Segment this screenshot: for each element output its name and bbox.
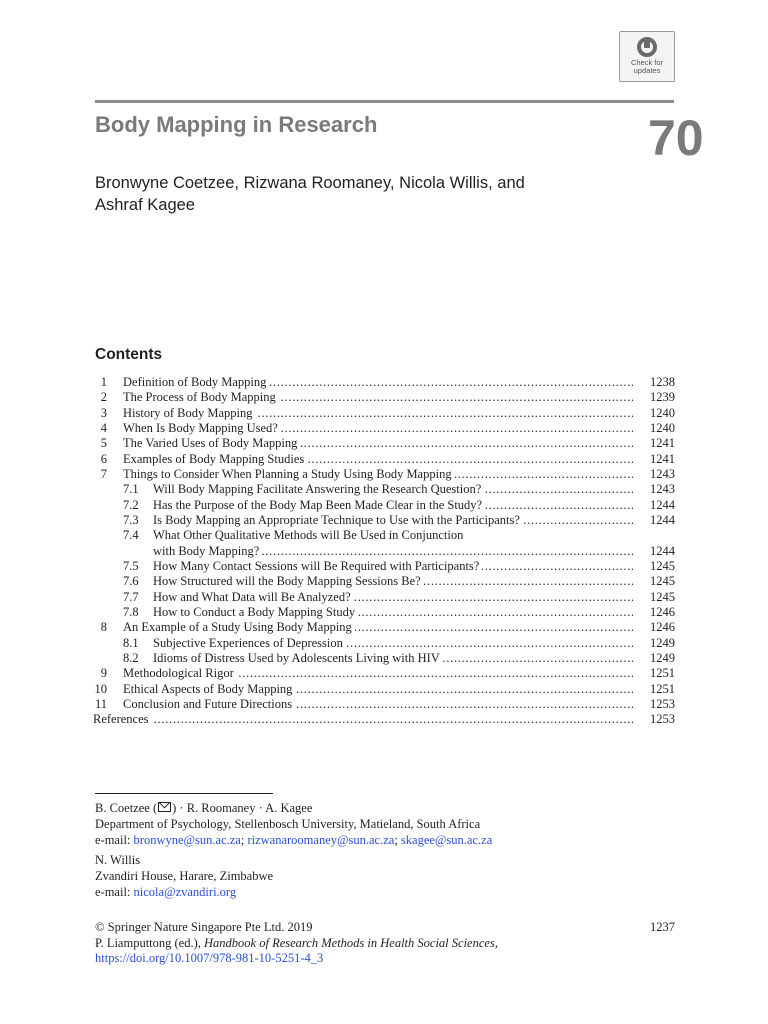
toc-row[interactable] [93,452,675,467]
fn1-email-prefix: e-mail: [95,833,134,847]
toc-row[interactable] [93,436,675,451]
citation-book-title: Handbook of Research Methods in Health Social Sciences [204,935,495,950]
toc-label [123,697,633,712]
toc-label [153,636,633,651]
toc-row[interactable] [93,651,675,666]
toc-label [93,712,633,727]
authors-line1: Bronwyne Coetzee, Rizwana Roomaney, Nicola Willis, and [95,174,525,192]
toc-number: 7.3 [123,512,139,527]
toc-label [123,421,633,436]
toc-number: 8 [100,620,107,635]
toc-page: 1251 [650,666,675,681]
toc-label [153,498,633,513]
toc-label-text: Is Body Mapping an Appropriate Technique to Use with the Participants? [153,513,523,527]
fn2-email-prefix: e-mail: [95,885,134,899]
toc-number: 10 [94,681,107,696]
toc-row[interactable] [93,528,675,543]
toc-label-text: Methodological Rigor [123,666,237,680]
chapter-title: Body Mapping in Research [95,112,378,137]
toc-number: 6 [100,451,107,466]
toc-row[interactable] [93,513,675,528]
toc-row[interactable] [93,666,675,681]
toc-page: 1241 [650,436,675,451]
badge-line1: Check for [630,58,664,67]
footnote-rule [95,793,273,794]
chapter-number: 70 [648,110,704,166]
toc-page: 1244 [650,543,675,558]
toc-label-text: The Process of Body Mapping [123,390,279,404]
toc-label [153,605,633,620]
author-affiliation-1: B. Coetzee ( ) · R. Roomaney · A. Kagee Department of Psychology, Stellenbosch University, Matieland, South Africa e-mail: bronwyne@sun.ac.za; rizwanaroomaney@sun.ac.za; skagee@sun.ac.za [95,801,493,847]
toc-page: 1244 [650,497,675,512]
copyright-line: © Springer Nature Singapore Pte Ltd. 2019 [95,920,313,934]
fn2-name: N. Willis [95,853,141,867]
badge-line2: updates [633,66,661,75]
toc-page: 1245 [650,589,675,604]
toc-label [153,590,633,605]
bookmark-icon [637,37,657,57]
toc-row[interactable] [93,467,675,482]
toc-number: 7.7 [123,589,139,604]
toc-label [123,666,633,681]
toc-row[interactable] [93,390,675,405]
toc-label [123,406,633,421]
toc-number: 7.8 [123,604,139,619]
toc-page: 1253 [650,696,675,711]
toc-row[interactable] [93,620,675,635]
citation-comma: , [494,935,498,950]
toc-page: 1241 [650,451,675,466]
fn1-affiliation: Department of Psychology, Stellenbosch University, Matieland, South Africa [95,817,481,831]
toc-label-text: How Many Contact Sessions will Be Required with Participants? [153,559,482,573]
toc-row[interactable] [93,605,675,620]
toc-label [153,528,633,543]
toc-label-text: Will Body Mapping Facilitate Answering the Research Question? [153,482,484,496]
toc-label [153,651,633,666]
toc-page: 1249 [650,650,675,665]
toc-row[interactable] [93,712,675,727]
toc-row[interactable] [93,482,675,497]
toc-number: 9 [100,666,107,681]
toc-number: 7 [100,466,107,481]
toc-label-text: What Other Qualitative Methods will Be Used in Conjunction [153,528,466,542]
toc-label-text: Definition of Body Mapping [123,375,269,389]
toc-row[interactable] [93,544,675,559]
toc-label-text: How Structured will the Body Mapping Sessions Be? [153,574,424,588]
check-for-updates-badge[interactable] [619,31,675,82]
toc-number: 8.1 [123,635,139,650]
toc-page: 1244 [650,512,675,527]
citation-editor: P. Liamputtong (ed.), [95,935,205,950]
toc-label [123,620,633,635]
toc-row[interactable] [93,682,675,697]
toc-number: 11 [94,696,107,711]
toc-page: 1253 [650,712,675,727]
toc-page: 1243 [650,466,675,481]
toc-label-text: How to Conduct a Body Mapping Study [153,605,358,619]
toc-label-text: Subjective Experiences of Depression [153,636,346,650]
toc-page: 1238 [650,375,675,389]
toc-page: 1251 [650,681,675,696]
toc-number: 7.5 [123,558,139,573]
toc-label [123,682,633,697]
table-of-contents [93,375,675,728]
toc-label [153,574,633,589]
toc-label-text: with Body Mapping? [153,544,262,558]
toc-number: 4 [100,420,107,435]
toc-number: 7.6 [123,574,139,589]
toc-page: 1239 [650,390,675,405]
fn2-affiliation: Zvandiri House, Harare, Zimbabwe [95,869,274,883]
toc-label [153,559,633,574]
toc-page: 1246 [650,620,675,635]
toc-row[interactable] [93,590,675,605]
toc-label [123,467,633,482]
toc-label-text: How and What Data will Be Analyzed? [153,590,354,604]
toc-label-text: When Is Body Mapping Used? [123,421,281,435]
contents-heading: Contents [95,346,163,363]
toc-row[interactable] [93,421,675,436]
toc-number: 3 [100,405,107,420]
toc-label [123,375,633,390]
toc-number: 7.2 [123,497,139,512]
toc-label-text: The Varied Uses of Body Mapping [123,436,300,450]
page-number: 1237 [650,920,675,934]
toc-label-text: History of Body Mapping [123,406,256,420]
toc-row[interactable] [93,636,675,651]
toc-label [153,513,633,528]
doi-link[interactable]: https://doi.org/10.1007/978-981-10-5251-4_3 [95,951,324,965]
toc-number: 7.1 [123,482,139,497]
toc-number: 1 [100,375,107,389]
toc-row[interactable] [93,498,675,513]
email-link-kagee[interactable]: skagee@sun.ac.za [400,833,493,847]
toc-label [153,482,633,497]
author-list [95,172,525,216]
email-link-roomaney[interactable]: rizwanaroomaney@sun.ac.za [247,833,395,847]
toc-label [123,452,633,467]
toc-label [153,544,633,559]
fn1-names-b: ) · R. Roomaney · A. Kagee [172,801,313,815]
toc-row[interactable] [93,697,675,712]
copyright-block [95,920,675,967]
toc-row[interactable] [93,559,675,574]
email-link-coetzee[interactable]: bronwyne@sun.ac.za [133,833,241,847]
author-affiliation-2 [95,852,273,900]
toc-label-text: Examples of Body Mapping Studies [123,452,307,466]
toc-page: 1240 [650,405,675,420]
header-rule [95,100,674,103]
toc-label-text: An Example of a Study Using Body Mapping [123,620,355,634]
authors-line2: Ashraf Kagee [95,196,195,214]
toc-label-text: Has the Purpose of the Body Map Been Made Clear in the Study? [153,498,485,512]
toc-page: 1243 [650,482,675,497]
toc-row[interactable] [93,574,675,589]
toc-page: 1246 [650,604,675,619]
toc-label [123,390,633,405]
toc-page: 1245 [650,558,675,573]
toc-label-text: Things to Consider When Planning a Study Using Body Mapping [123,467,455,481]
fn1-names-a: B. Coetzee ( [95,801,158,815]
toc-number: 2 [100,390,107,405]
toc-row[interactable] [93,406,675,421]
toc-label-text: Idioms of Distress Used by Adolescents Living with HIV [153,651,443,665]
toc-label-text: References [93,712,152,726]
toc-row[interactable] [93,375,675,390]
email-link-willis[interactable]: nicola@zvandiri.org [133,885,237,899]
toc-page: 1240 [650,420,675,435]
toc-number: 7.4 [123,528,139,543]
toc-label-text: Ethical Aspects of Body Mapping [123,682,295,696]
toc-number: 8.2 [123,650,139,665]
toc-label [123,436,633,451]
toc-page: 1245 [650,574,675,589]
toc-label-text: Conclusion and Future Directions [123,697,295,711]
toc-page: 1249 [650,635,675,650]
toc-number: 5 [100,436,107,451]
envelope-icon [158,802,171,812]
